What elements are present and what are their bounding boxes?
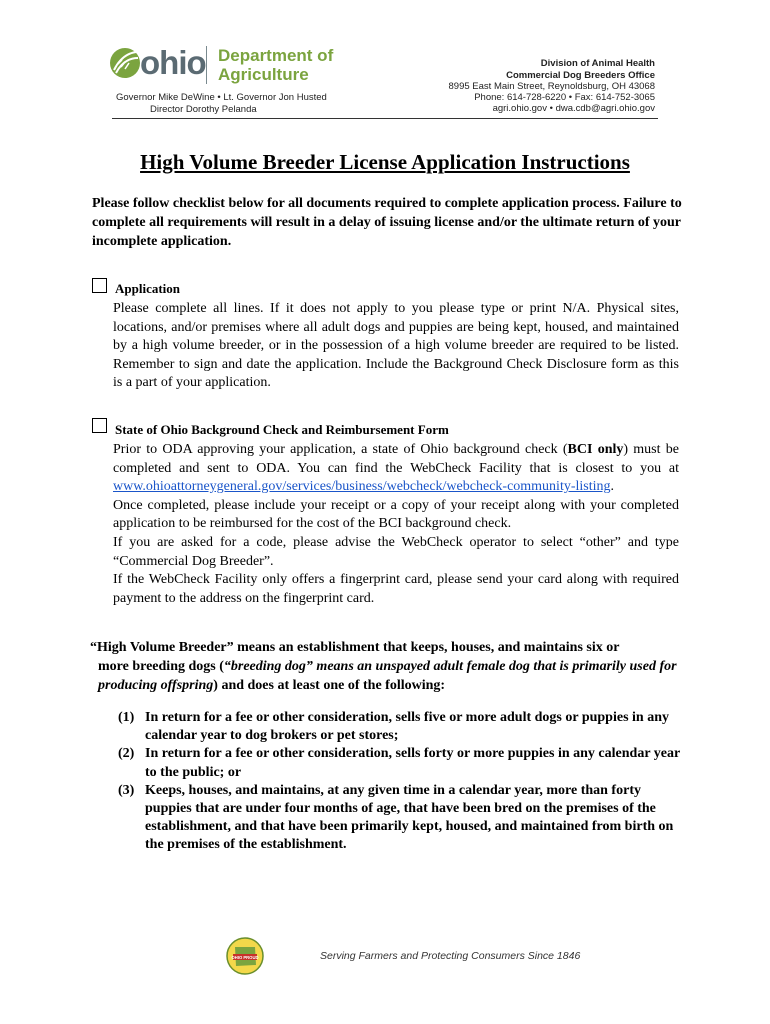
- criteria-item: [118, 782, 683, 855]
- bci-text-post: ) must be completed and sent to ODA. You can find the WebCheck Facility that is closest to you at: [113, 442, 679, 476]
- criteria-list: [118, 709, 683, 855]
- governor-line: Governor Mike DeWine • Lt. Governor Jon Husted: [116, 92, 327, 103]
- logo-divider: [206, 46, 207, 84]
- application-body: Please complete all lines. If it does not apply to you please type or print N/A. Physical sites, locations, and/or premises where all adult dogs and puppies are being kept, housed, and maintained by a high volume breeder, or in the possession of a high volume breeder are required to be listed. Remember to sign and date the application. Include the Background Check Disclosure form as this is a part of your application.: [113, 301, 679, 391]
- definition-line1: “High Volume Breeder” means an establishment that keeps, houses, and maintains six or: [90, 640, 620, 655]
- header-divider: [112, 118, 658, 119]
- ohio-wheat-icon: [108, 46, 142, 80]
- criteria-number: (2): [118, 746, 135, 762]
- criteria-item: [118, 745, 683, 781]
- dept-name-line1: Department of: [218, 46, 334, 65]
- criteria-item: [118, 709, 683, 745]
- application-instructions: [113, 300, 679, 393]
- phone-fax: Phone: 614-728-6220 • Fax: 614-752-3065: [474, 92, 655, 103]
- criteria-text: Keeps, houses, and maintains, at any given time in a calendar year, more than forty puppies that are under four months of age, that have been bred on the premises of the establishment, and that have been primarily kept, housed, and maintained from birth on the premises of the establishment.: [145, 782, 674, 853]
- criteria-text: In return for a fee or other consideration, sells five or more adult dogs or puppies in any calendar year to dog brokers or pet stores;: [145, 710, 669, 744]
- application-heading: Application: [115, 281, 181, 296]
- letterhead: [0, 0, 770, 125]
- background-check-p4: If the WebCheck Facility only offers a fingerprint card, please send your card along with required payment to the address on the fingerprint card.: [113, 572, 679, 606]
- criteria-number: (3): [118, 782, 135, 798]
- ohio-wordmark: ohio: [140, 44, 206, 81]
- link-suffix: .: [610, 479, 615, 495]
- definition-part2: more breeding dogs (: [98, 659, 224, 674]
- background-check-heading: State of Ohio Background Check and Reimbursement Form: [115, 422, 449, 437]
- breeding-dog-definition: “breeding dog” means an unspayed adult female dog that is primarily used for producing offspring: [98, 659, 677, 693]
- bci-text-pre: Prior to ODA approving your application, a state of Ohio background check (: [113, 442, 568, 457]
- document-title: High Volume Breeder License Application Instructions: [140, 150, 630, 174]
- web-email: agri.ohio.gov • dwa.cdb@agri.ohio.gov: [492, 103, 655, 114]
- background-check-p2: Once completed, please include your receipt or a copy of your receipt along with your completed application to be reimbursed for the cost of the BCI background check.: [113, 497, 679, 532]
- background-check-instructions: [113, 441, 679, 608]
- office-name: Commercial Dog Breeders Office: [506, 70, 655, 81]
- definition-line2: [90, 657, 680, 695]
- ohio-proud-seal-icon: [226, 937, 264, 975]
- footer-slogan: Serving Farmers and Protecting Consumers Since 1846: [320, 950, 581, 962]
- definition-part3: ) and does at least one of the following:: [213, 678, 446, 693]
- division-name: Division of Animal Health: [540, 58, 655, 69]
- director-line: Director Dorothy Pelanda: [150, 104, 257, 115]
- ohio-agriculture-logo: [108, 44, 348, 89]
- dept-name-line2: Agriculture: [218, 65, 309, 84]
- intro-paragraph: Please follow checklist below for all documents required to complete application process. Failure to complete all requirements will result in a delay of issuing license and/or the ultimate return of your incomplete application.: [92, 196, 682, 249]
- application-checkbox[interactable]: [92, 278, 107, 293]
- background-check-p3: If you are asked for a code, please advise the WebCheck operator to select “other” and type “Commercial Dog Breeder”.: [113, 534, 679, 569]
- bci-only-emphasis: BCI only: [567, 442, 624, 457]
- high-volume-breeder-definition: [90, 638, 680, 695]
- criteria-text: In return for a fee or other consideration, sells forty or more puppies in any calendar year to the public; or: [145, 746, 680, 780]
- background-check-checkbox[interactable]: [92, 418, 107, 433]
- background-check-p1: [113, 441, 679, 497]
- office-address: 8995 East Main Street, Reynoldsburg, OH 43068: [448, 81, 655, 92]
- webcheck-link[interactable]: www.ohioattorneygeneral.gov/services/business/webcheck/webcheck-community-listing: [113, 479, 611, 495]
- criteria-number: (1): [118, 710, 135, 725]
- seal-text: OHIO PROUD: [231, 954, 259, 960]
